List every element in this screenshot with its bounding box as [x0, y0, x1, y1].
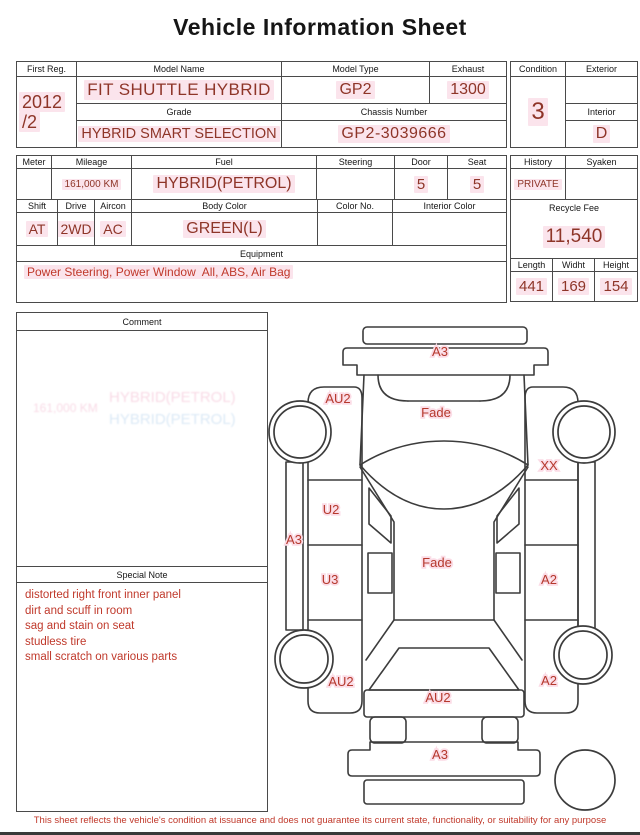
- grade-value: HYBRID SMART SELECTION: [77, 121, 282, 147]
- length-label: Length: [511, 259, 553, 272]
- seat-label: Seat: [448, 156, 506, 169]
- row-meter-fuel: [17, 156, 506, 199]
- special-note-item: distorted right front inner panel: [25, 589, 181, 601]
- special-note-item: small scratch on various parts: [25, 651, 178, 663]
- condition-box: [510, 61, 638, 148]
- height-label: Height: [595, 259, 637, 272]
- aircon-label: Aircon: [95, 200, 132, 213]
- widht-label: Widht: [553, 259, 595, 272]
- rear-window: [369, 648, 519, 690]
- damage-marker-xx: XX: [540, 458, 558, 473]
- meter-label: Meter: [17, 156, 52, 169]
- model-name-value: FIT SHUTTLE HYBRID: [77, 77, 282, 104]
- body-color-value: GREEN(L): [132, 213, 318, 245]
- spec-table-top: [16, 61, 507, 148]
- disclaimer-text: This sheet reflects the vehicle's condition at issuance and does not guarantee its current state, functionality, or suitability for any purpose: [33, 815, 607, 826]
- drive-value: 2WD: [58, 213, 95, 245]
- interior-color-label: Interior Color: [393, 200, 506, 213]
- syaken-value: [566, 169, 637, 199]
- history-recycle-box: [510, 155, 638, 302]
- first-reg-year: 2012: [19, 92, 65, 112]
- fuel-value: HYBRID(PETROL): [132, 169, 317, 199]
- first-reg-value: [17, 77, 77, 147]
- damage-marker-u2: U2: [322, 502, 340, 517]
- aircon-value: AC: [95, 213, 132, 245]
- steering-value: [317, 169, 395, 199]
- special-note-item: dirt and scuff in room: [25, 604, 133, 617]
- damage-marker-fade: Fade: [422, 555, 452, 570]
- ghost-text: 161,000 KM: [33, 401, 98, 415]
- first-reg-label: First Reg.: [17, 62, 77, 77]
- color-no-value: [318, 213, 393, 245]
- damage-marker-a2: A2: [541, 572, 557, 587]
- door-label: Door: [395, 156, 448, 169]
- widht-value: 169: [553, 272, 595, 301]
- first-reg-month: /2: [19, 112, 40, 132]
- mileage-value: 161,000 KM: [52, 169, 132, 199]
- equipment-label: Equipment: [17, 246, 506, 262]
- exterior-value: [566, 77, 637, 104]
- shift-label: Shift: [17, 200, 58, 213]
- condition-value: 3: [511, 77, 566, 147]
- history-syaken-row: [511, 156, 637, 199]
- rear-bumper-bottom: [364, 780, 524, 804]
- damage-marker-u3: U3: [321, 572, 339, 587]
- page-title: Vehicle Information Sheet: [173, 14, 467, 40]
- comment-label: Comment: [17, 313, 267, 331]
- recycle-fee-section: [511, 199, 637, 258]
- equipment-section: [17, 245, 506, 302]
- special-note-label: Special Note: [17, 566, 267, 583]
- damage-marker-au2: AU2: [328, 674, 354, 689]
- syaken-label: Syaken: [566, 156, 637, 169]
- damage-marker-a3: A3: [432, 747, 448, 762]
- car-damage-diagram: [268, 310, 640, 835]
- fuel-label: Fuel: [132, 156, 317, 169]
- condition-label: Condition: [511, 62, 566, 77]
- damage-marker-a3: A3: [286, 532, 302, 547]
- comment-box: [16, 312, 268, 812]
- special-note-item: studless tire: [25, 635, 87, 648]
- damage-marker-au2: AU2: [325, 391, 351, 406]
- recycle-fee-label: Recycle Fee: [548, 202, 600, 213]
- exterior-label: Exterior: [566, 62, 637, 77]
- grade-label: Grade: [77, 104, 282, 121]
- ghost-text: HYBRID(PETROL): [109, 389, 236, 406]
- exhaust-value: 1300: [430, 77, 506, 104]
- steering-label: Steering: [317, 156, 395, 169]
- damage-marker-a3: A3: [432, 344, 448, 359]
- special-note-list: [17, 583, 267, 671]
- body-color-label: Body Color: [132, 200, 318, 213]
- right-sill: [578, 462, 595, 630]
- equipment-value: Power Steering, Power Window All, ABS, Air Bag: [17, 262, 506, 302]
- spec-table-bottom: [16, 155, 507, 303]
- windshield: [360, 441, 528, 509]
- damage-marker-fade: Fade: [421, 405, 451, 420]
- front-bumper-top: [363, 327, 527, 344]
- dimensions-section: [511, 258, 637, 301]
- meter-value: [17, 169, 52, 199]
- height-value: 154: [595, 272, 637, 301]
- model-name-label: Model Name: [77, 62, 282, 77]
- damage-marker-au2: AU2: [425, 690, 451, 705]
- model-type-label: Model Type: [282, 62, 430, 77]
- color-no-label: Color No.: [318, 200, 393, 213]
- recycle-fee-value: 11,540: [511, 215, 637, 258]
- row-shift-color: [17, 199, 506, 245]
- damage-marker-a2: A2: [541, 673, 557, 688]
- history-label: History: [511, 156, 566, 169]
- seat-value: 5: [448, 169, 506, 199]
- interior-value: D: [566, 121, 637, 147]
- door-value: 5: [395, 169, 448, 199]
- shift-value: AT: [17, 213, 58, 245]
- length-value: 441: [511, 272, 553, 301]
- special-note-item: sag and stain on seat: [25, 620, 135, 632]
- drive-label: Drive: [58, 200, 95, 213]
- exhaust-label: Exhaust: [430, 62, 506, 77]
- chassis-number-value: GP2-3039666: [282, 121, 506, 147]
- ghost-text: HYBRID(PETROL): [109, 411, 236, 428]
- comment-area: [17, 331, 267, 566]
- interior-label: Interior: [566, 104, 637, 121]
- chassis-number-label: Chassis Number: [282, 104, 506, 121]
- history-value: PRIVATE: [511, 169, 566, 199]
- interior-color-value: [393, 213, 506, 245]
- model-type-value: GP2: [282, 77, 430, 104]
- spare-wheel: [555, 750, 615, 810]
- mileage-label: Mileage: [52, 156, 132, 169]
